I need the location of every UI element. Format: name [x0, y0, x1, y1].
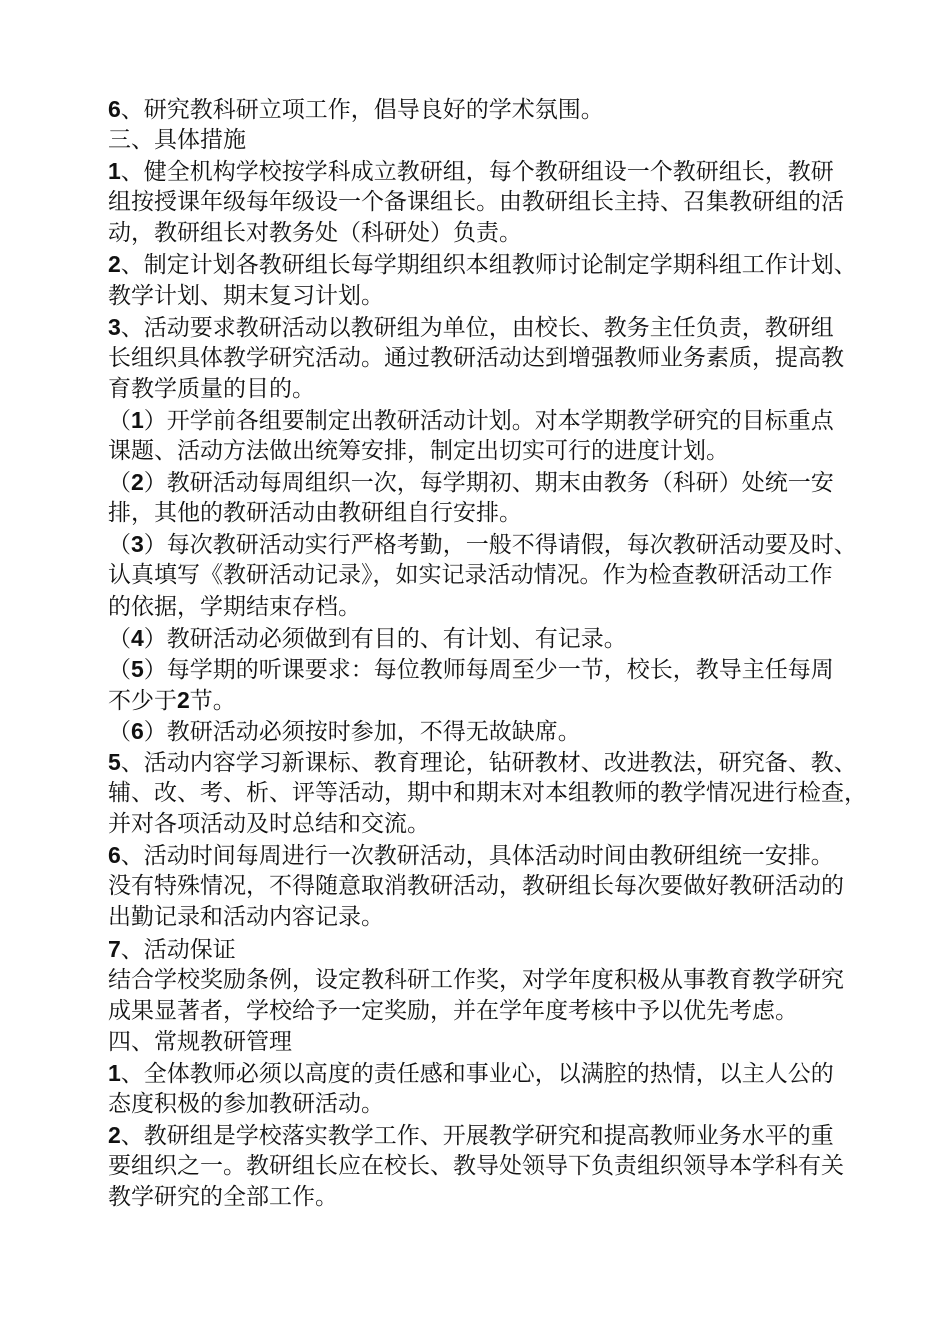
document-body: [108, 94, 938, 1213]
text-line: 辅、改、考、析、评等活动，期中和期末对本组教师的教学情况进行检查，: [108, 780, 867, 807]
text-line: 教学研究的全部工作。: [108, 1184, 338, 1211]
text-line: 动，教研组长对教务处（科研处）负责。: [108, 220, 522, 247]
text-line: 7、活动保证: [108, 935, 236, 963]
text-line: 的依据，学期结束存档。: [108, 593, 361, 620]
text-line: 没有特殊情况，不得随意取消教研活动，教研组长每次要做好教研活动的: [108, 873, 844, 900]
text-line: 要组织之一。教研组长应在校长、教导处领导下负责组织领导本学科有关: [108, 1153, 844, 1180]
section-heading: 三、具体措施: [108, 127, 246, 154]
text-line: 并对各项活动及时总结和交流。: [108, 811, 430, 838]
text-line: 出勤记录和活动内容记录。: [108, 904, 384, 931]
text-line: 成果显著者，学校给予一定奖励，并在学年度考核中予以优先考虑。: [108, 997, 798, 1024]
text-line: （1）开学前各组要制定出教研活动计划。对本学期教学研究的目标重点: [108, 406, 834, 434]
text-line: 2、制定计划各教研组长每学期组织本组教师讨论制定学期科组工作计划、: [108, 251, 857, 279]
text-line: 认真填写《教研活动记录》，如实记录活动情况。作为检查教研活动工作: [108, 562, 833, 589]
text-line: （3）每次教研活动实行严格考勤，一般不得请假，每次教研活动要及时、: [108, 531, 857, 559]
text-line: 组按授课年级每年级设一个备课组长。由教研组长主持、召集教研组的活: [108, 189, 844, 216]
text-line: 5、活动内容学习新课标、教育理论，钻研教材、改进教法，研究备、教、: [108, 748, 857, 776]
section-heading: 四、常规教研管理: [108, 1028, 292, 1055]
text-line: （6）教研活动必须按时参加，不得无故缺席。: [108, 717, 581, 745]
text-line: 排，其他的教研活动由教研组自行安排。: [108, 500, 522, 527]
text-line: 3、活动要求教研活动以教研组为单位，由校长、教务主任负责，教研组: [108, 313, 834, 341]
text-line: 6、活动时间每周进行一次教研活动，具体活动时间由教研组统一安排。: [108, 842, 834, 870]
text-line: 2、教研组是学校落实教学工作、开展教学研究和提高教师业务水平的重: [108, 1122, 834, 1150]
text-line: 结合学校奖励条例，设定教科研工作奖，对学年度积极从事教育教学研究: [108, 966, 844, 993]
text-line: 1、健全机构学校按学科成立教研组，每个教研组设一个教研组长，教研: [108, 158, 834, 186]
text-line: 6、研究教科研立项工作，倡导良好的学术氛围。: [108, 96, 604, 123]
text-line: （4）教研活动必须做到有目的、有计划、有记录。: [108, 624, 627, 652]
text-line: 1、全体教师必须以高度的责任感和事业心，以满腔的热情，以主人公的: [108, 1059, 834, 1087]
text-line: 不少于2节。: [108, 686, 236, 714]
text-line: 教学计划、期末复习计划。: [108, 282, 384, 309]
text-line: 长组织具体教学研究活动。通过教研活动达到增强教师业务素质，提高教: [108, 344, 844, 371]
text-line: 育教学质量的目的。: [108, 375, 315, 402]
text-line: 态度积极的参加教研活动。: [108, 1091, 384, 1117]
text-line: （2）教研活动每周组织一次，每学期初、期末由教务（科研）处统一安: [108, 469, 834, 497]
text-line: （5）每学期的听课要求：每位教师每周至少一节，校长，教导主任每周: [108, 655, 834, 683]
text-line: 课题、活动方法做出统筹安排，制定出切实可行的进度计划。: [108, 438, 729, 465]
